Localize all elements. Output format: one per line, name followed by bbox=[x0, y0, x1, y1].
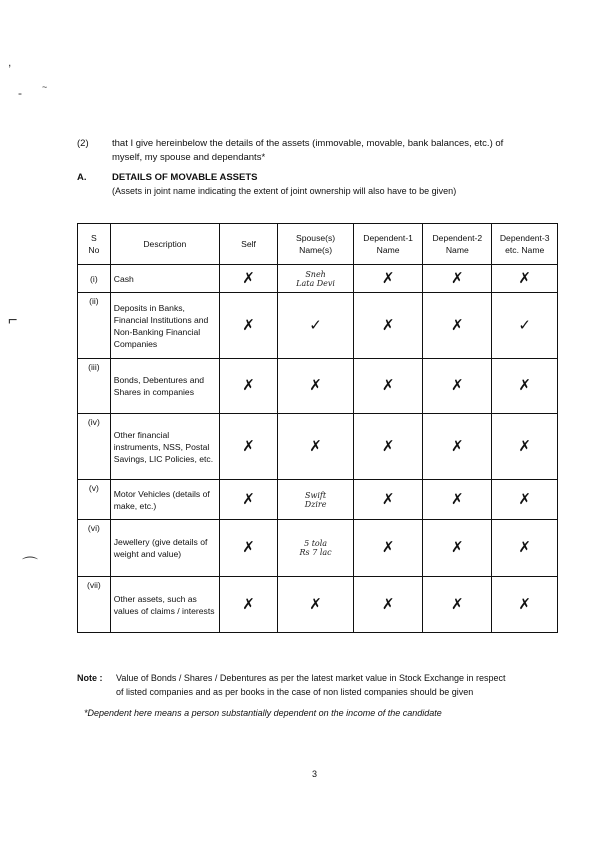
table-row bbox=[78, 359, 558, 414]
row-dep3-mark: ✓ bbox=[492, 293, 558, 359]
table-row bbox=[78, 520, 558, 577]
row-dep1-mark: ✗ bbox=[354, 414, 423, 480]
table-row bbox=[78, 480, 558, 520]
row-dep3-mark: ✗ bbox=[492, 414, 558, 480]
table-row bbox=[78, 293, 558, 359]
row-self-mark: ✗ bbox=[219, 293, 277, 359]
row-dep2-mark: ✗ bbox=[423, 414, 492, 480]
note-line-2: of listed companies and as per books in the case of non listed companies should be given bbox=[116, 687, 474, 697]
row-dep2-mark: ✗ bbox=[423, 520, 492, 577]
row-dep2-mark: ✗ bbox=[423, 293, 492, 359]
table-row bbox=[78, 414, 558, 480]
row-sno: (vii) bbox=[78, 577, 111, 633]
row-self-mark: ✗ bbox=[219, 414, 277, 480]
row-dep1-mark: ✗ bbox=[354, 480, 423, 520]
row-sno: (ii) bbox=[78, 293, 111, 359]
movable-assets-table bbox=[77, 223, 558, 633]
row-spouse-note: 5 tola Rs 7 lac bbox=[278, 520, 354, 577]
row-description: Deposits in Banks, Financial Institutions and Non-Banking Financial Companies bbox=[110, 293, 219, 359]
intro-number: (2) bbox=[77, 138, 89, 149]
row-dep1-mark: ✗ bbox=[354, 293, 423, 359]
row-description: Other assets, such as values of claims / interests bbox=[110, 577, 219, 633]
row-sno: (i) bbox=[78, 265, 111, 293]
row-dep2-mark: ✗ bbox=[423, 480, 492, 520]
row-spouse-note: ✗ bbox=[278, 577, 354, 633]
section-letter: A. bbox=[77, 172, 87, 183]
row-spouse-note: Swift Dzire bbox=[278, 480, 354, 520]
section-subtitle: (Assets in joint name indicating the extent of joint ownership will also have to be given) bbox=[112, 186, 457, 196]
scan-mark: , bbox=[8, 55, 12, 69]
table-row bbox=[78, 265, 558, 293]
scan-mark: ~ bbox=[42, 82, 48, 92]
row-dep3-mark: ✗ bbox=[492, 480, 558, 520]
row-self-mark: ✗ bbox=[219, 265, 277, 293]
row-dep3-mark: ✗ bbox=[492, 520, 558, 577]
section-title: DETAILS OF MOVABLE ASSETS bbox=[112, 172, 258, 183]
table-row bbox=[78, 577, 558, 633]
row-dep1-mark: ✗ bbox=[354, 520, 423, 577]
row-sno: (iv) bbox=[78, 414, 111, 480]
row-dep3-mark: ✗ bbox=[492, 577, 558, 633]
header-dependent-2: Dependent-2 Name bbox=[423, 224, 492, 265]
row-spouse-note: ✗ bbox=[278, 359, 354, 414]
row-sno: (vi) bbox=[78, 520, 111, 577]
header-description: Description bbox=[110, 224, 219, 265]
note-line-1: Value of Bonds / Shares / Debentures as per the latest market value in Stock Exchange in respect bbox=[116, 673, 506, 683]
table-header-row bbox=[78, 224, 558, 265]
row-sno: (iii) bbox=[78, 359, 111, 414]
row-description: Cash bbox=[110, 265, 219, 293]
header-spouse: Spouse(s) Name(s) bbox=[278, 224, 354, 265]
row-dep2-mark: ✗ bbox=[423, 577, 492, 633]
header-sno: S No bbox=[78, 224, 111, 265]
row-dep1-mark: ✗ bbox=[354, 577, 423, 633]
row-sno: (v) bbox=[78, 480, 111, 520]
row-dep2-mark: ✗ bbox=[423, 265, 492, 293]
row-spouse-note: ✗ bbox=[278, 414, 354, 480]
row-spouse-note: ✓ bbox=[278, 293, 354, 359]
intro-line-2: myself, my spouse and dependants* bbox=[112, 152, 266, 163]
row-self-mark: ✗ bbox=[219, 577, 277, 633]
row-description: Jewellery (give details of weight and value) bbox=[110, 520, 219, 577]
intro-line-1: that I give hereinbelow the details of the assets (immovable, movable, bank balances, etc.) of bbox=[112, 138, 504, 149]
header-self: Self bbox=[219, 224, 277, 265]
row-self-mark: ✗ bbox=[219, 359, 277, 414]
scan-mark: - bbox=[18, 86, 22, 100]
row-self-mark: ✗ bbox=[219, 520, 277, 577]
footnote: *Dependent here means a person substantially dependent on the income of the candidate bbox=[84, 708, 442, 718]
scan-mark: ⌒ bbox=[22, 557, 39, 574]
row-dep3-mark: ✗ bbox=[492, 359, 558, 414]
note-label: Note : bbox=[77, 673, 103, 683]
row-dep1-mark: ✗ bbox=[354, 359, 423, 414]
row-spouse-note: Sneh Lata Devi bbox=[278, 265, 354, 293]
row-dep1-mark: ✗ bbox=[354, 265, 423, 293]
header-dependent-1: Dependent-1 Name bbox=[354, 224, 423, 265]
row-dep2-mark: ✗ bbox=[423, 359, 492, 414]
row-dep3-mark: ✗ bbox=[492, 265, 558, 293]
header-dependent-3: Dependent-3 etc. Name bbox=[492, 224, 558, 265]
row-description: Motor Vehicles (details of make, etc.) bbox=[110, 480, 219, 520]
scan-mark: ⌐ bbox=[8, 312, 18, 329]
row-self-mark: ✗ bbox=[219, 480, 277, 520]
page-number: 3 bbox=[312, 769, 318, 779]
row-description: Other financial instruments, NSS, Postal Savings, LIC Policies, etc. bbox=[110, 414, 219, 480]
row-description: Bonds, Debentures and Shares in companies bbox=[110, 359, 219, 414]
